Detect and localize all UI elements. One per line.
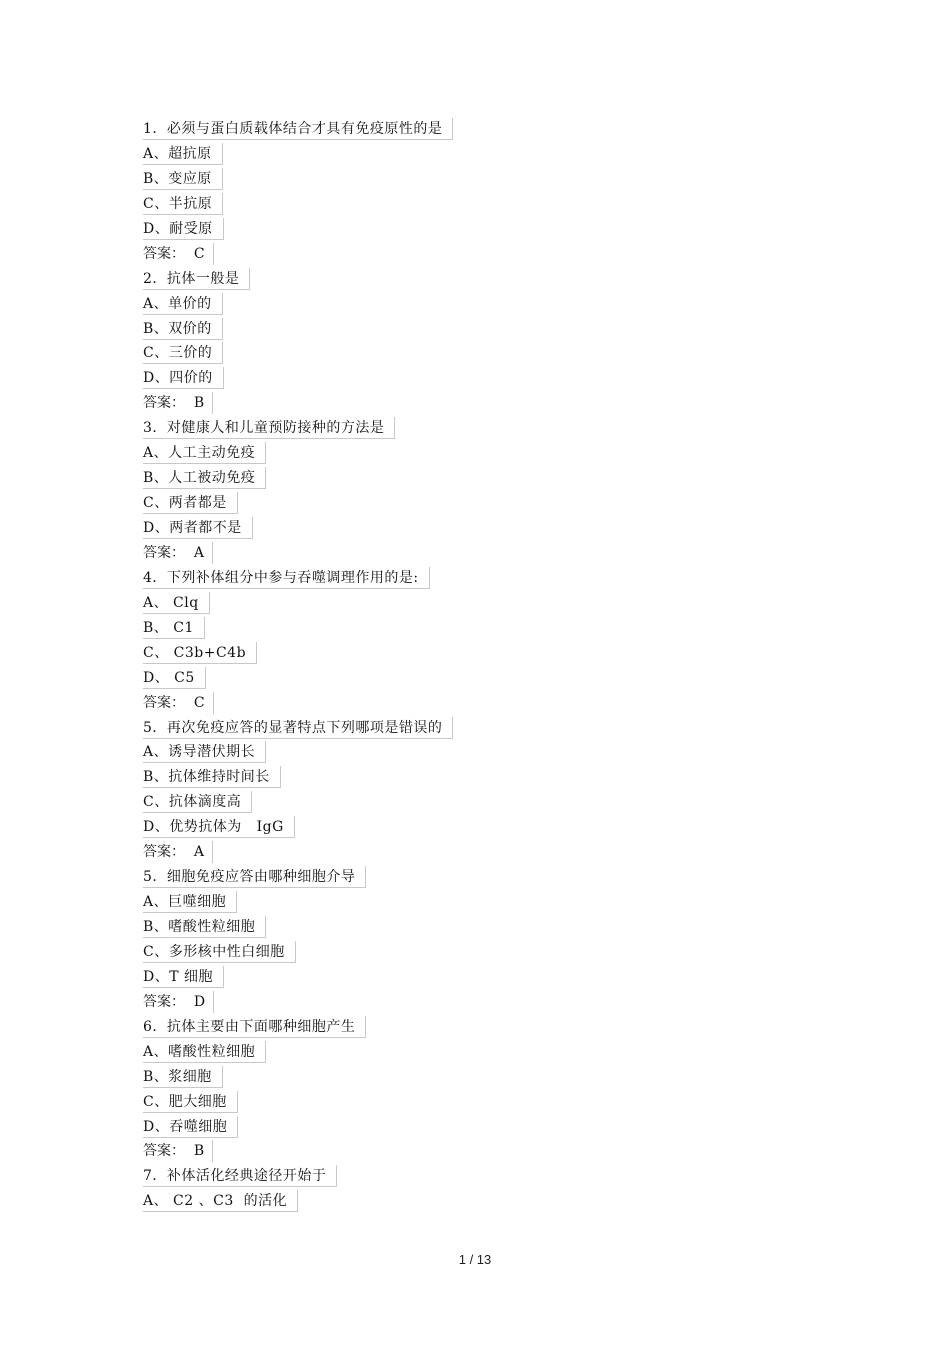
answer: 答案： B [143,392,213,414]
document-body [143,118,783,1215]
option-c: C、两者都是 [143,492,238,514]
option-a: A、嗜酸性粒细胞 [143,1041,266,1063]
option-c: C、三价的 [143,342,223,364]
option-d: D、优势抗体为 IgG [143,816,295,838]
option-a: A、单价的 [143,293,223,315]
answer: 答案： B [143,1140,213,1162]
option-b: B、变应原 [143,168,223,190]
option-b: B、 C1 [143,617,205,639]
question-1: 1．必须与蛋白质载体结合才具有免疫原性的是 [143,118,453,140]
option-d: D、 C5 [143,667,206,689]
option-b: B、抗体维持时间长 [143,766,281,788]
page-number: 1 / 13 [458,1252,492,1267]
question-2: 2．抗体一般是 [143,268,250,290]
option-b: B、嗜酸性粒细胞 [143,916,266,938]
option-d: D、四价的 [143,367,224,389]
option-d: D、耐受原 [143,218,224,240]
answer: 答案： D [143,991,214,1013]
option-a: A、超抗原 [143,143,223,165]
option-c: C、抗体滴度高 [143,791,252,813]
answer: 答案： A [143,841,213,863]
option-b: B、浆细胞 [143,1066,223,1088]
option-a: A、人工主动免疫 [143,442,266,464]
option-a: A、 C2 、C3 的活化 [143,1190,298,1212]
question-3: 3．对健康人和儿童预防接种的方法是 [143,417,395,439]
option-c: C、 C3b+C4b [143,642,257,664]
option-c: C、肥大细胞 [143,1091,238,1113]
question-4: 4．下列补体组分中参与吞噬调理作用的是: [143,567,430,589]
question-5b: 5．细胞免疫应答由哪种细胞介导 [143,866,366,888]
option-d: D、吞噬细胞 [143,1116,238,1138]
option-c: C、半抗原 [143,193,223,215]
answer: 答案： C [143,243,214,265]
option-c: C、多形核中性白细胞 [143,941,296,963]
question-6: 6．抗体主要由下面哪种细胞产生 [143,1016,366,1038]
option-a: A、 Clq [143,592,210,614]
question-5: 5．再次免疫应答的显著特点下列哪项是错误的 [143,717,453,739]
option-d: D、T 细胞 [143,966,224,988]
option-b: B、人工被动免疫 [143,467,266,489]
question-7: 7．补体活化经典途径开始于 [143,1165,337,1187]
option-a: A、巨噬细胞 [143,891,237,913]
answer: 答案： C [143,692,214,714]
option-b: B、双价的 [143,318,223,340]
answer: 答案： A [143,542,213,564]
option-d: D、两者都不是 [143,517,253,539]
option-a: A、诱导潜伏期长 [143,741,266,763]
